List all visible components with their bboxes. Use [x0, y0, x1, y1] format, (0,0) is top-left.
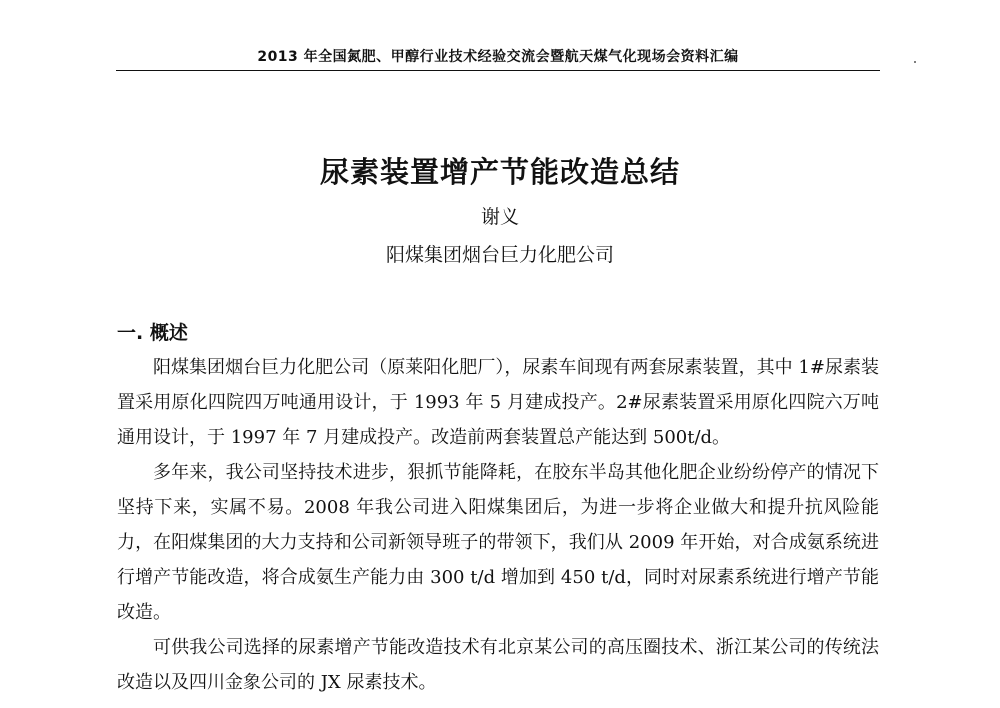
body-text	[117, 350, 879, 700]
section-heading-overview: 一. 概述	[117, 322, 188, 344]
header-rule	[116, 70, 880, 71]
article-title: 尿素装置增产节能改造总结	[319, 155, 680, 189]
scan-speck	[914, 61, 916, 63]
author-name: 谢义	[480, 206, 519, 228]
paragraph-3: 可供我公司选择的尿素增产节能改造技术有北京某公司的高压圈技术、浙江某公司的传统法改造以及四川金象公司的 JX 尿素技术。	[117, 637, 879, 693]
paragraph-2: 多年来，我公司坚持技术进步，狠抓节能降耗，在胶东半岛其他化肥企业纷纷停产的情况下坚持下来，实属不易。2008 年我公司进入阳煤集团后，为进一步将企业做大和提升抗风险能力，在阳煤集团的大力支持和公司新领导班子的带领下，我们从 2009 年开始，对合成氨系统进行增产节能改造，将合成氨生产能力由 300 t/d 增加到 450 t/d，同时对尿素系统进行增产节能改造。	[117, 462, 879, 623]
paragraph-1: 阳煤集团烟台巨力化肥公司（原莱阳化肥厂），尿素车间现有两套尿素装置，其中 1#尿素装置采用原化四院四万吨通用设计，于 1993 年 5 月建成投产。2#尿素装置采用原化四院六万吨通用设计，于 1997 年 7 月建成投产。改造前两套装置总产能达到 500t/d。	[117, 357, 879, 448]
author-affiliation: 阳煤集团烟台巨力化肥公司	[385, 244, 614, 266]
running-header: 2013 年全国氮肥、甲醇行业技术经验交流会暨航天煤气化现场会资料汇编	[257, 49, 739, 65]
